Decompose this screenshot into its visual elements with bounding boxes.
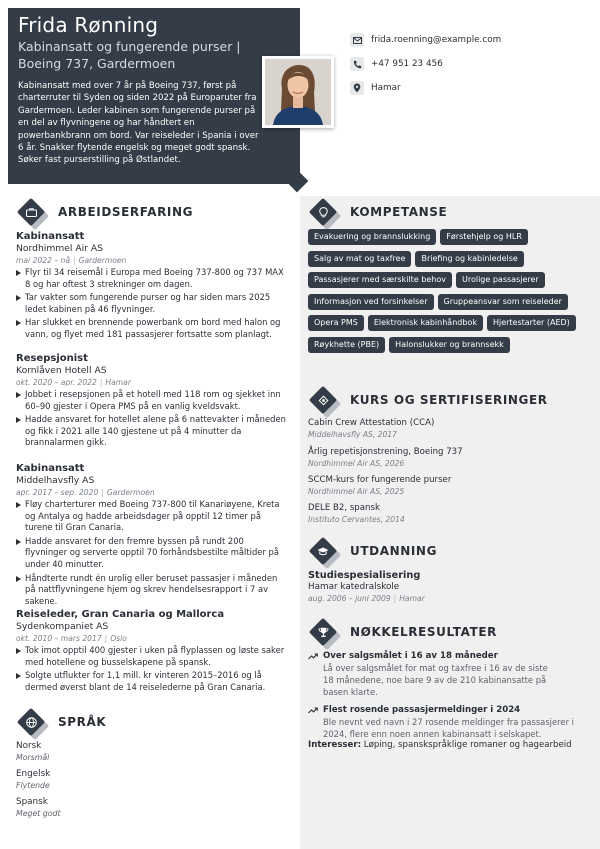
section-title-courses: KURS OG SERTIFISERINGER (350, 393, 548, 407)
course-org: Instituto Cervantes, 2014 (308, 515, 405, 524)
trophy-icon (308, 617, 338, 647)
portrait-illustration (265, 59, 331, 125)
language-item (16, 741, 49, 763)
mail-icon (350, 33, 364, 47)
skill-tag: Opera PMS (308, 315, 364, 331)
job-meta: mai 2022 – nå | Gardermoen (16, 256, 127, 265)
globe-icon (16, 707, 46, 737)
course-name: SCCM-kurs for fungerende purser (308, 475, 452, 485)
lightbulb-icon (308, 197, 338, 227)
section-title-achievements: NØKKELRESULTATER (350, 625, 498, 639)
skill-tag: Urolige passasjerer (456, 272, 545, 288)
job-role: Kabinansatt (16, 231, 85, 242)
interests-text: Løping, spanskspråklige romaner og hagearbeid (361, 740, 572, 750)
job-bullet: Solgte utflukter for 1,1 mill. kr vinteren 2015–2016 og lå dermed øverst blant de 14 reiselederne på Gran Canaria. (16, 670, 288, 693)
job-bullet: Har slukket en brennende powerbank om bord med halon og vann, og flyet med 181 passasjerer fortsatte som planlagt. (16, 317, 288, 340)
achievement-description-line: basen klarte. (323, 687, 378, 697)
experience-item (16, 230, 288, 343)
briefcase-icon (16, 197, 46, 227)
course-org: Nordhimmel Air AS, 2025 (308, 487, 405, 496)
achievement-description-line: 18 månedene, noe bare 9 av de 210 kabinansatte på (323, 675, 547, 685)
trend-up-icon (308, 707, 319, 714)
skill-tag: Informasjon ved forsinkelser (308, 294, 434, 310)
job-dates: okt. 2010 – mars 2017 (16, 634, 102, 643)
job-bullet: Jobbet i resepsjonen på et hotell med 118 rom og sjekket inn 60–90 gjester i Opera PMS på en vanlig kveldsvakt. (16, 389, 288, 412)
job-bullet: Fløy charterturer med Boeing 737-800 til Kanariøyene, Kreta og Antalya og hadde arbeidsdager på opptil 12 timer på turene til Gran Canaria. (16, 499, 288, 534)
contact-email[interactable]: frida.roenning@example.com (371, 35, 502, 45)
education-location: Hamar (399, 594, 425, 603)
skill-tag: Briefing og kabinledelse (415, 251, 523, 267)
job-role: Kabinansatt (16, 463, 85, 474)
course-item (308, 503, 592, 525)
course-name: Cabin Crew Attestation (CCA) (308, 418, 435, 428)
experience-item (16, 462, 288, 609)
section-header-languages (16, 708, 106, 736)
course-org: Middelhavsfly AS, 2017 (308, 430, 397, 439)
profile-photo (262, 56, 334, 128)
section-header-skills (308, 198, 447, 226)
job-role: Resepsjonist (16, 353, 88, 364)
trend-up-icon (308, 653, 319, 660)
skill-tag: Halonslukker og brannsekk (389, 337, 510, 353)
section-title-education: UTDANNING (350, 544, 438, 558)
job-title-line1: Kabinansatt og fungerende purser | (18, 39, 241, 54)
job-title-line2: Boeing 737, Gardermoen (18, 56, 176, 71)
job-dates: mai 2022 – nå (16, 256, 70, 265)
language-level: Meget godt (16, 809, 61, 818)
language-level: Flytende (16, 781, 50, 790)
course-item (308, 418, 592, 440)
graduation-cap-icon (308, 536, 338, 566)
candidate-name: Frida Rønning (18, 13, 159, 37)
job-role: Reiseleder, Gran Canaria og Mallorca (16, 609, 225, 620)
job-bullet: Hadde ansvaret for den fremre byssen på rundt 200 flyvninger og serverte opptil 70 forhåndsbestilte måltider på under 40 minutter. (16, 536, 288, 571)
section-header-courses (308, 386, 548, 414)
skill-tags (308, 229, 592, 358)
job-company: Middelhavsfly AS (16, 475, 95, 486)
course-org: Nordhimmel Air AS, 2026 (308, 459, 405, 468)
job-bullet: Flyr til 34 reisemål i Europa med Boeing 737-800 og 737 MAX 8 og har oftest 3 strekninger om dagen. (16, 267, 288, 290)
job-location: Hamar (105, 378, 131, 387)
education-degree: Studiespesialisering (308, 570, 421, 581)
achievement-item (308, 705, 592, 740)
course-item (308, 447, 592, 469)
profile-summary: Kabinansatt med over 7 år på Boeing 737, først på charterruter til Syden og siden 2022 på Europaruter fra Gardermoen. Leder kabinen som fungerende purser på en del av flyvningene og har håndtert en powerbankbrann om bord. Var reiseleder i Spania i over 6 år. Snakker flytende engelsk og meget godt spansk. Søker fast purserstilling på Østlandet. (18, 81, 259, 166)
language-level: Morsmål (16, 753, 50, 762)
skill-tag: Evakuering og brannslukking (308, 229, 436, 245)
contact-email-row (350, 32, 590, 48)
interests-label: Interesser: (308, 740, 362, 750)
contact-phone[interactable]: +47 951 23 456 (371, 59, 443, 69)
contact-location: Hamar (371, 83, 401, 93)
skill-tag: Gruppeansvar som reiseleder (438, 294, 568, 310)
phone-icon (350, 57, 364, 71)
skill-tag: Elektronisk kabinhåndbok (368, 315, 483, 331)
job-dates: apr. 2017 – sep. 2020 (16, 488, 99, 497)
section-header-experience (16, 198, 193, 226)
achievement-description-line: Lå over salgsmålet for mat og taxfree i 16 av de siste (323, 663, 548, 673)
experience-item (16, 352, 288, 451)
job-dates: okt. 2020 – apr. 2022 (16, 378, 97, 387)
job-meta: okt. 2010 – mars 2017 | Oslo (16, 634, 127, 643)
job-location: Oslo (110, 634, 127, 643)
job-company: Sydenkompaniet AS (16, 621, 109, 632)
section-title-languages: SPRÅK (58, 715, 107, 729)
education-dates: aug. 2006 – juni 2009 (308, 594, 391, 603)
job-location: Gardermoen (106, 488, 155, 497)
language-name: Spansk (16, 797, 48, 807)
skill-tag: Salg av mat og taxfree (308, 251, 411, 267)
language-name: Engelsk (16, 769, 51, 779)
skill-tag: Førstehjelp og HLR (440, 229, 528, 245)
contact-location-row (350, 80, 590, 96)
course-name: Årlig repetisjonstrening, Boeing 737 (308, 447, 463, 457)
skill-tag: Passasjerer med særskilte behov (308, 272, 452, 288)
job-meta: okt. 2020 – apr. 2022 | Hamar (16, 378, 131, 387)
skill-tag: Hjertestarter (AED) (487, 315, 576, 331)
experience-item (16, 608, 288, 695)
location-pin-icon (350, 81, 364, 95)
job-bullet: Håndterte rundt én urolig eller beruset passasjer i måneden på nattflyvningene hjem og skrev hendelsesrapport i 7 av sakene. (16, 573, 288, 608)
job-bullet: Hadde ansvaret for hotellet alene på 6 nattevakter i måneden og fikk i 2021 alle 140 gjestene ut på 4 minutter da brannalarmen gikk. (16, 414, 288, 449)
achievement-title: Flest rosende passasjermeldinger i 2024 (323, 705, 521, 715)
contact-phone-row (350, 56, 590, 72)
job-company: Nordhimmel Air AS (16, 243, 103, 254)
job-bullet: Tok imot opptil 400 gjester i uken på flyplassen og løste saker med hotellene og busselskapene på spansk. (16, 645, 288, 668)
course-name: DELE B2, spansk (308, 503, 380, 513)
interests (308, 740, 572, 750)
education-item (308, 570, 592, 604)
achievement-item (308, 651, 592, 698)
achievement-description-line: 2024, flere enn noen annen kabinansatt i selskapet. (323, 729, 542, 739)
skill-tag: Røykhette (PBE) (308, 337, 385, 353)
language-item (16, 769, 50, 791)
language-name: Norsk (16, 741, 42, 751)
section-title-experience: ARBEIDSERFARING (58, 205, 194, 219)
job-location: Gardermoen (78, 256, 127, 265)
achievement-title: Over salgsmålet i 16 av 18 måneder (323, 651, 498, 661)
course-item (308, 475, 592, 497)
job-meta: apr. 2017 – sep. 2020 | Gardermoen (16, 488, 155, 497)
section-header-education (308, 537, 437, 565)
certificate-icon (308, 385, 338, 415)
job-company: Kornlåven Hotell AS (16, 365, 107, 376)
section-title-skills: KOMPETANSE (350, 205, 448, 219)
achievement-description-line: Ble nevnt ved navn i 27 rosende meldinger fra passasjerer i (323, 717, 574, 727)
job-bullet: Tar vakter som fungerende purser og har siden mars 2025 ledet kabinen på 46 flyvninger. (16, 292, 288, 315)
language-item (16, 797, 61, 819)
education-meta: aug. 2006 – juni 2009 | Hamar (308, 594, 425, 603)
header-panel (8, 8, 300, 184)
education-school: Hamar katedralskole (308, 582, 400, 592)
section-header-achievements (308, 618, 497, 646)
